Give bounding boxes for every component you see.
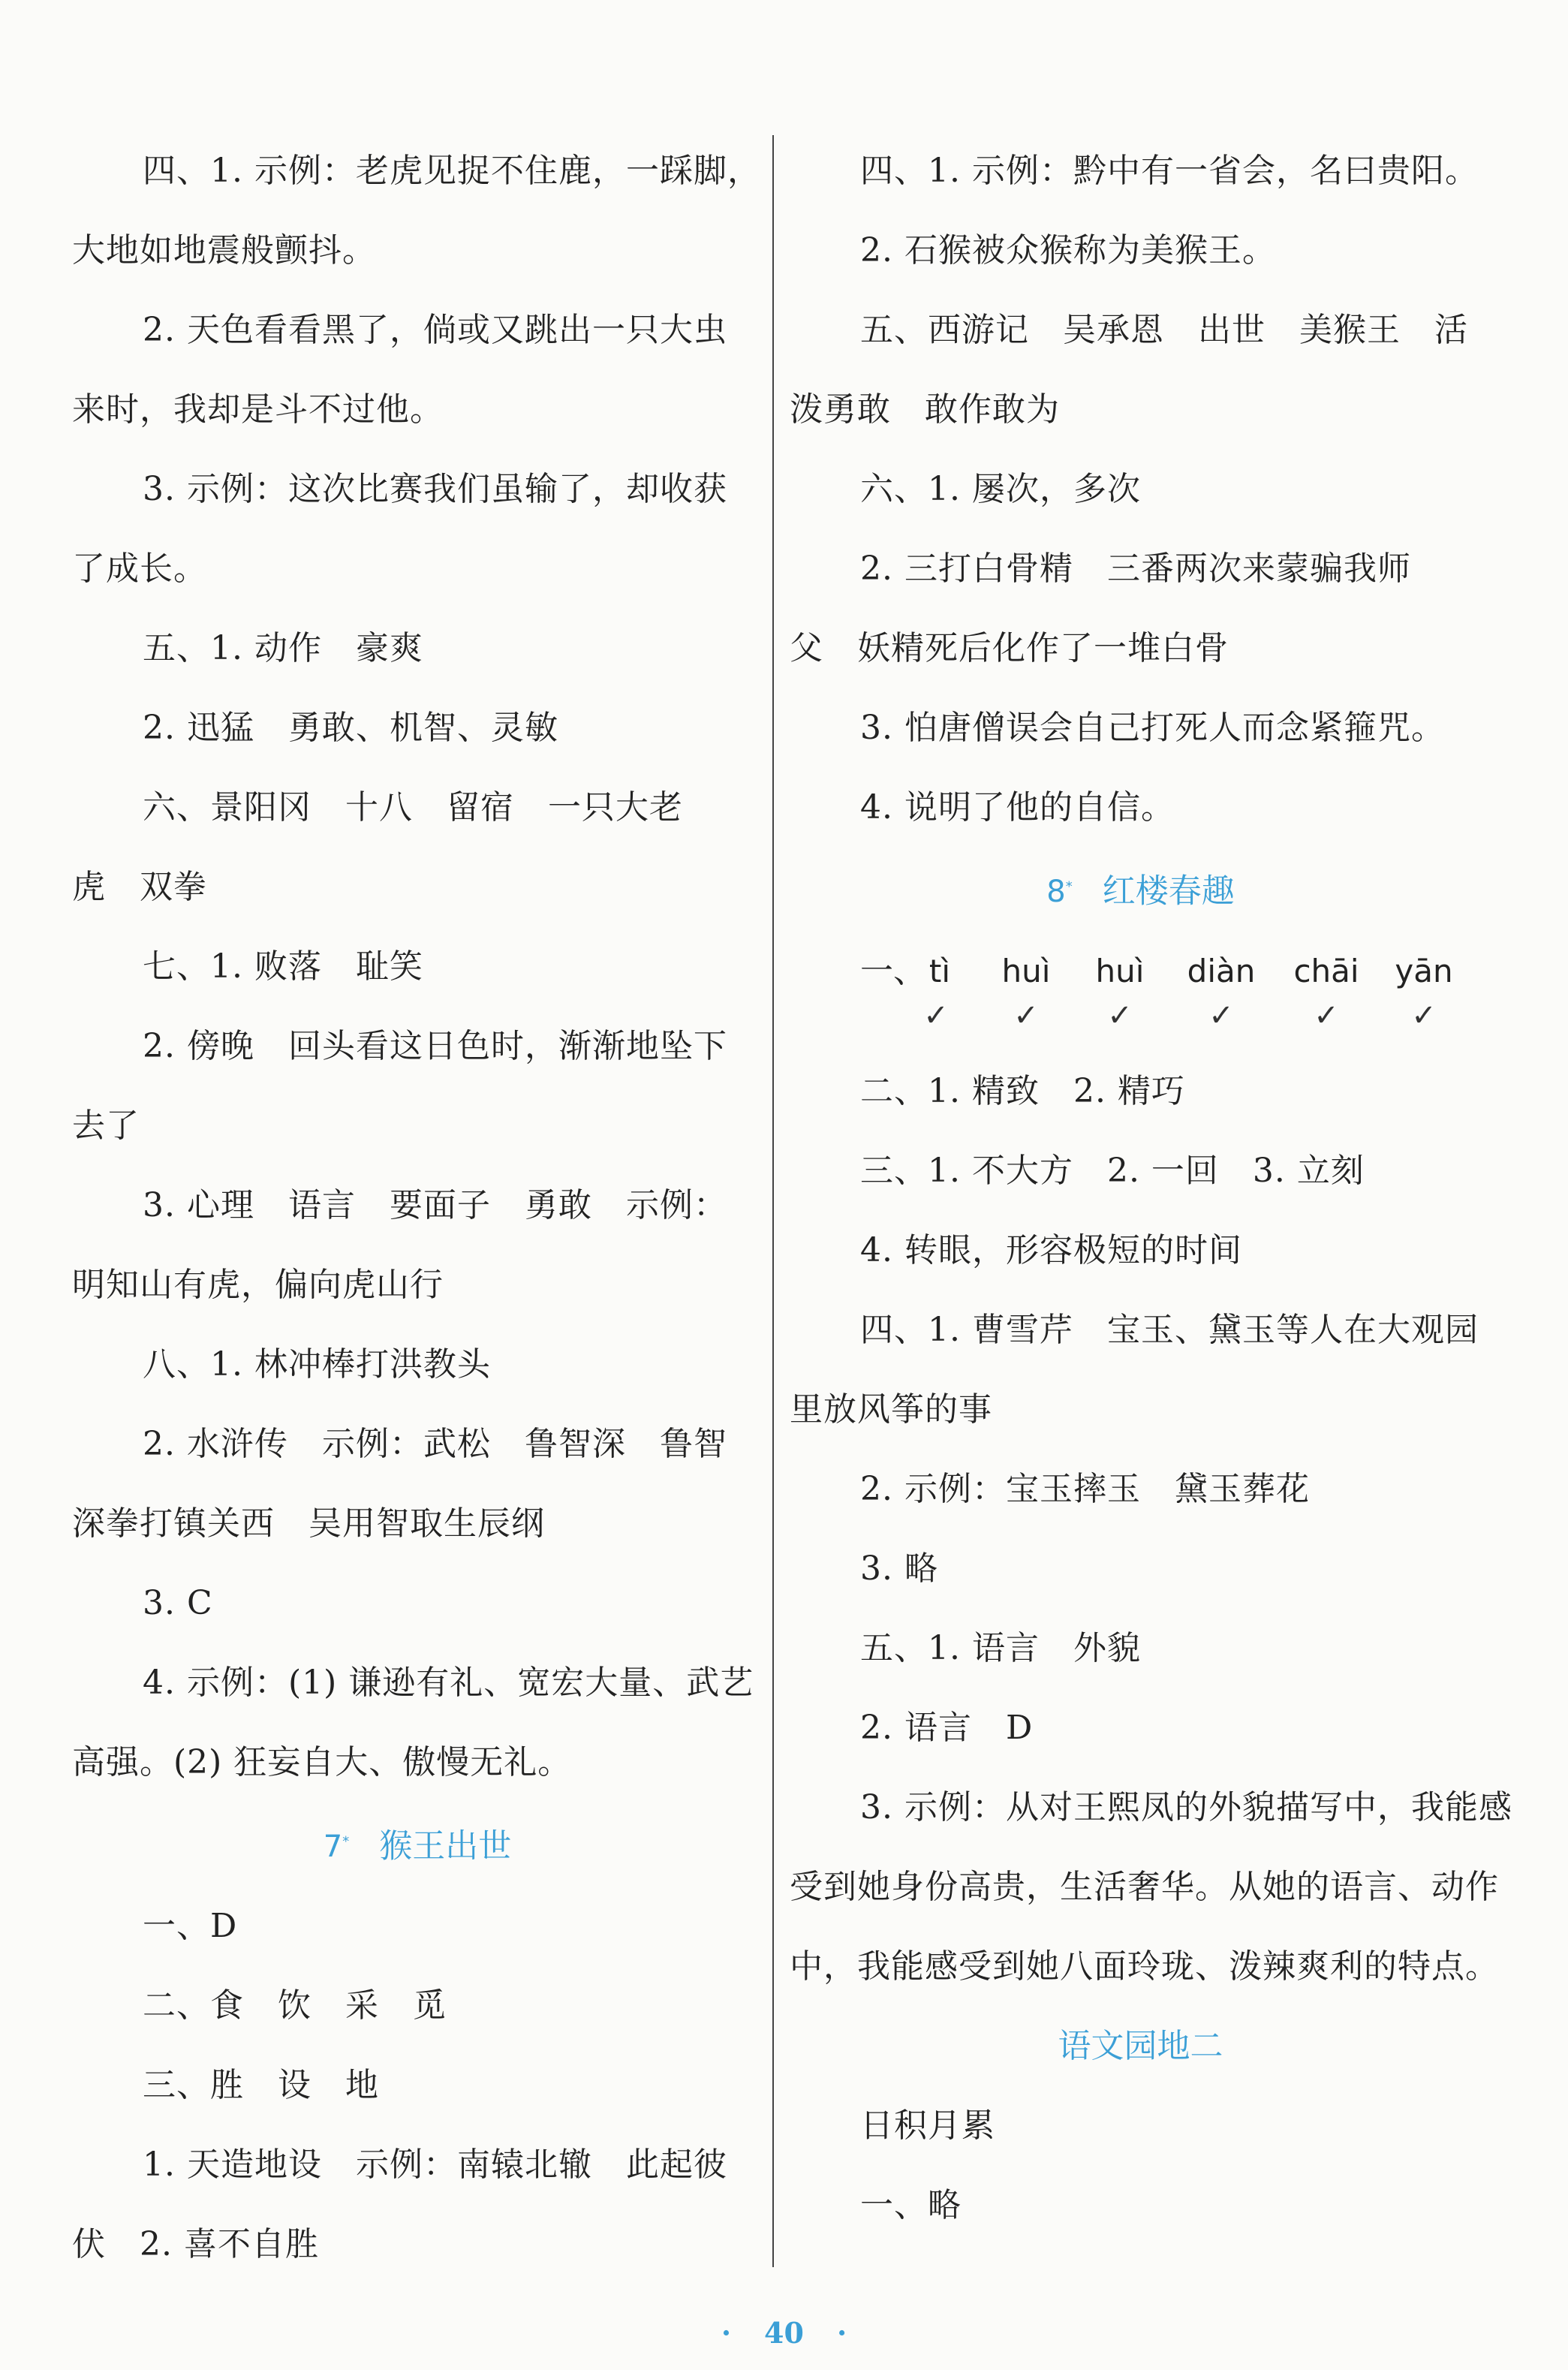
section-title-text: 红楼春趣	[1102, 872, 1235, 911]
answer-line: 来时，我却是斗不过他。	[72, 390, 444, 429]
answer-line: 虎 双拳	[72, 868, 207, 906]
answer-line: 4. 转眼，形容极短的时间	[860, 1231, 1242, 1270]
answer-line: 3. C	[143, 1584, 213, 1622]
pinyin-answers	[790, 932, 1491, 1052]
pinyin-item: chāi	[1293, 953, 1359, 990]
page-number: 40	[764, 2316, 804, 2350]
column-divider	[772, 135, 774, 2267]
answer-line: 2. 示例：宝玉摔玉 黛玉葬花	[860, 1470, 1310, 1509]
check-mark-icon: ✓	[1208, 998, 1234, 1034]
answer-line: 四、1. 示例：黔中有一省会，名曰贵阳。	[860, 152, 1479, 190]
answer-line: 3. 示例：这次比赛我们虽输了，却收获	[143, 470, 727, 508]
section-title-8	[790, 848, 1491, 932]
answer-line: 明知山有虎，偏向虎山行	[72, 1266, 444, 1304]
answer-line: 大地如地震般颤抖。	[72, 231, 376, 270]
answer-line: 4. 示例：(1) 谦逊有礼、宽宏大量、武艺	[143, 1664, 754, 1702]
answer-line: 深拳打镇关西 吴用智取生辰纲	[72, 1504, 545, 1543]
answer-line: 五、西游记 吴承恩 出世 美猴王 活	[860, 311, 1468, 349]
answer-line: 2. 迅猛 勇敢、机智、灵敏	[143, 709, 558, 747]
answer-line: 七、1. 败落 耻笑	[143, 947, 423, 986]
check-mark-icon: ✓	[1411, 998, 1437, 1034]
answer-line: 1. 天造地设 示例：南辕北辙 此起彼	[143, 2146, 727, 2185]
answer-line: 三、1. 不大方 2. 一回 3. 立刻	[860, 1152, 1365, 1191]
footer-dot: ·	[836, 2316, 847, 2350]
answer-line: 二、食 饮 采 觅	[143, 1986, 447, 2025]
answer-line: 2. 水浒传 示例：武松 鲁智深 鲁智	[143, 1425, 727, 1463]
right-column	[790, 131, 1512, 2245]
answer-line: 六、1. 屡次，多次	[860, 470, 1141, 508]
answer-line: 3. 示例：从对王熙凤的外貌描写中，我能感	[860, 1788, 1512, 1827]
section-title-7	[72, 1802, 763, 1887]
answer-line: 父 妖精死后化作了一堆白骨	[790, 629, 1229, 667]
answer-line: 2. 语言 D	[860, 1709, 1034, 1748]
pinyin-item: tì	[928, 953, 951, 990]
pinyin-item: diàn	[1187, 953, 1256, 990]
answer-line: 3. 怕唐僧误会自己打死人而念紧箍咒。	[860, 709, 1445, 747]
pinyin-item: huì	[1095, 953, 1145, 990]
section-title-garden: 语文园地二	[1058, 2027, 1223, 2066]
answer-line: 高强。(2) 狂妄自大、傲慢无礼。	[72, 1743, 572, 1781]
answer-line: 2. 傍晚 回头看这日色时，渐渐地坠下	[143, 1027, 727, 1065]
answer-line: 受到她身份高贵，生活奢华。从她的语言、动作	[790, 1868, 1499, 1907]
answer-line: 八、1. 林冲棒打洪教头	[143, 1345, 491, 1384]
section-title-text: 猴王出世	[379, 1826, 512, 1866]
left-column	[72, 131, 763, 2284]
answer-line: 三、胜 设 地	[143, 2066, 379, 2105]
answer-line: 去了	[72, 1107, 140, 1145]
footer-dot: ·	[721, 2316, 732, 2350]
answer-line: 四、1. 示例：老虎见捉不住鹿，一踩脚，	[143, 152, 761, 190]
check-mark-icon: ✓	[923, 998, 949, 1034]
answer-line: 泼勇敢 敢作敢为	[790, 390, 1060, 429]
answer-line: 四、1. 曹雪芹 宝玉、黛玉等人在大观园	[860, 1311, 1479, 1350]
answer-line: 伏 2. 喜不自胜	[72, 2225, 319, 2264]
answer-line: 中，我能感受到她八面玲珑、泼辣爽利的特点。	[790, 1947, 1499, 1986]
answer-line: 一、略	[860, 2186, 962, 2225]
answer-line: 六、景阳冈 十八 留宿 一只大老	[143, 788, 683, 827]
answer-line: 了成长。	[72, 550, 207, 588]
section-number: 8*	[1046, 875, 1073, 910]
answer-line: 五、1. 动作 豪爽	[143, 629, 423, 667]
pinyin-item: yān	[1395, 953, 1453, 990]
check-mark-icon: ✓	[1314, 998, 1339, 1034]
answer-line: 一、D	[143, 1907, 238, 1946]
answer-line: 五、1. 语言 外貌	[860, 1629, 1141, 1668]
answer-line: 3. 略	[860, 1549, 938, 1589]
subsection-heading: 日积月累	[860, 2106, 995, 2146]
page-footer	[0, 2316, 1568, 2350]
answer-line: 二、1. 精致 2. 精巧	[860, 1072, 1185, 1111]
answer-line: 2. 三打白骨精 三番两次来蒙骗我师	[860, 550, 1411, 588]
section-number: 7*	[323, 1829, 350, 1865]
pinyin-lead: 一、	[860, 952, 926, 991]
check-mark-icon: ✓	[1013, 998, 1039, 1034]
answer-line: 2. 天色看看黑了，倘或又跳出一只大虫	[143, 311, 727, 349]
check-mark-icon: ✓	[1107, 998, 1133, 1034]
answer-line: 2. 石猴被众猴称为美猴王。	[860, 231, 1276, 270]
answer-line: 4. 说明了他的自信。	[860, 788, 1175, 827]
pinyin-item: huì	[1001, 953, 1051, 990]
answer-line: 里放风筝的事	[790, 1390, 992, 1429]
answer-line: 3. 心理 语言 要面子 勇敢 示例：	[143, 1186, 727, 1224]
